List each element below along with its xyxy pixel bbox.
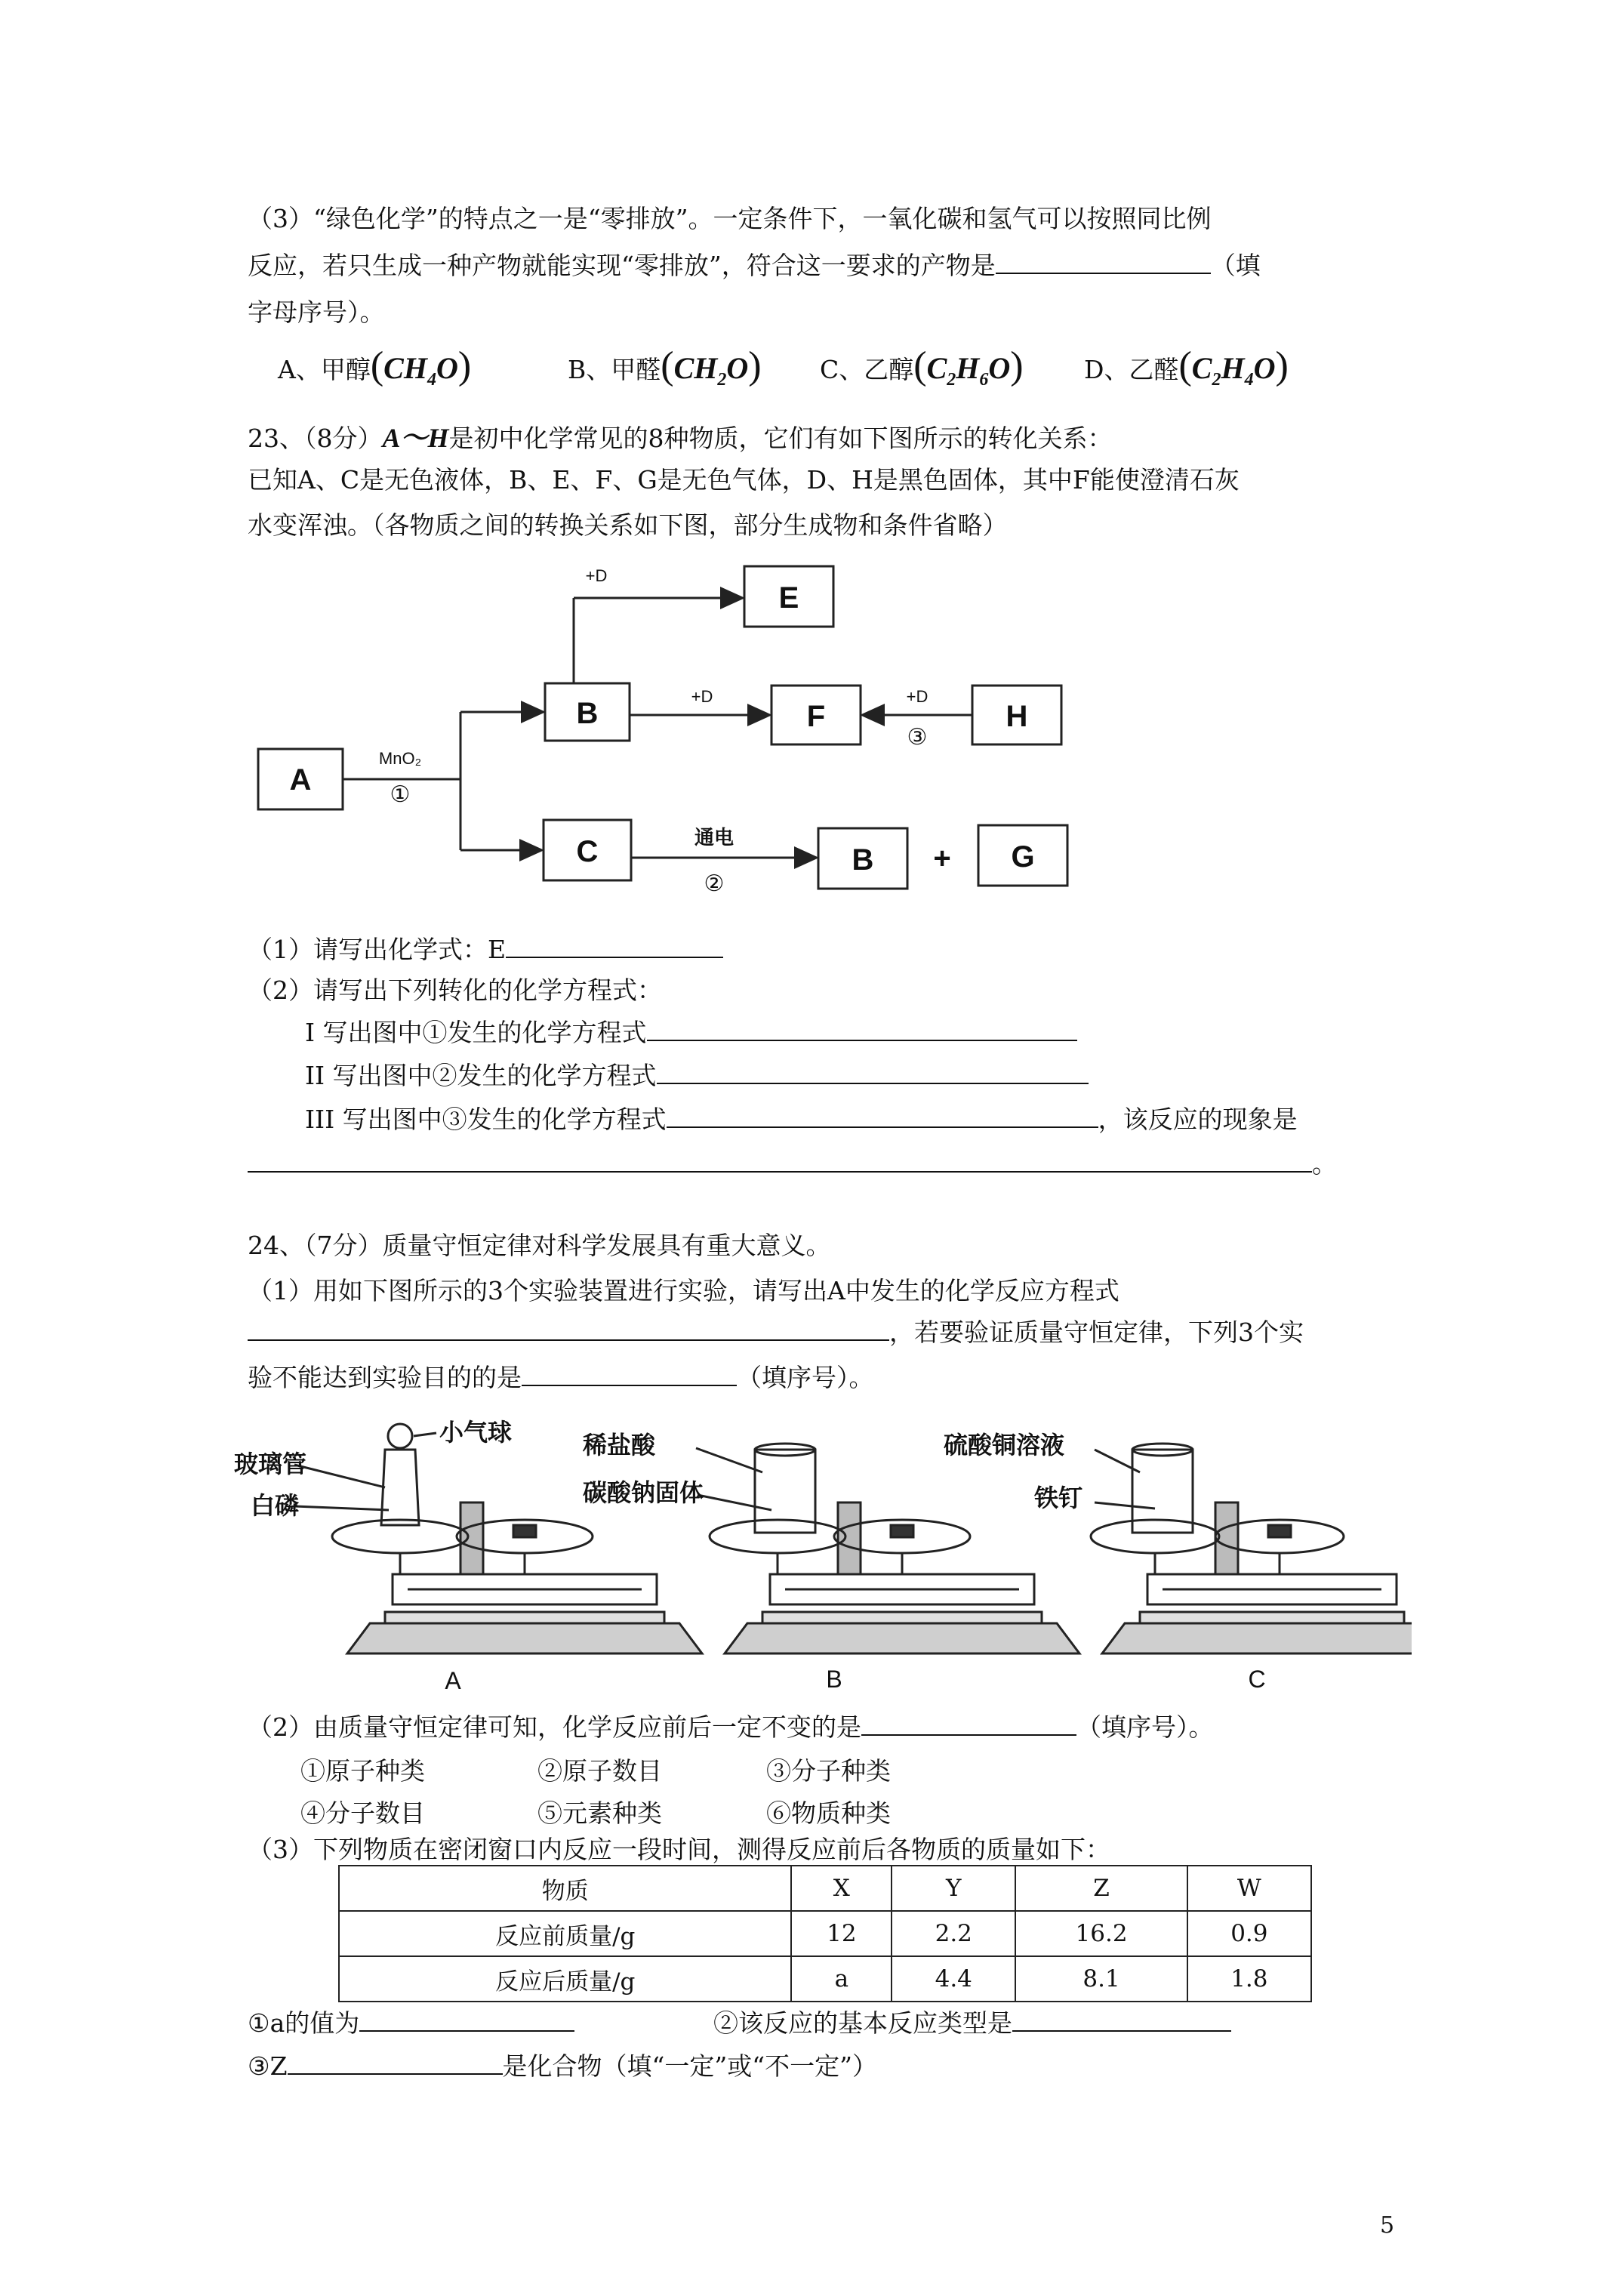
choice-2: ②原子数目 bbox=[537, 1756, 662, 1786]
option-label: D、乙醛 bbox=[1084, 355, 1179, 384]
label-iron-nail: 铁钉 bbox=[1034, 1484, 1083, 1512]
label-plus: + bbox=[933, 842, 951, 875]
answer-blank[interactable] bbox=[248, 1318, 889, 1341]
option-label: A、甲醇 bbox=[278, 355, 371, 384]
q24-sub1-line3-end: （填序号）。 bbox=[737, 1363, 874, 1392]
q22-3-line1: （3）“绿色化学”的特点之一是“零排放”。一定条件下，一氧化碳和氢气可以按照同比例 bbox=[248, 204, 1212, 233]
q24-q-type bbox=[713, 2008, 1231, 2039]
option-label: B、甲醛 bbox=[568, 355, 661, 384]
label-white-phosphorus: 白磷 bbox=[251, 1492, 300, 1519]
q24-q-z-suffix: 是化合物（填“一定”或“不一定”） bbox=[502, 2051, 877, 2081]
option-a bbox=[278, 344, 472, 399]
balance-b bbox=[710, 1444, 1079, 1653]
balance-c bbox=[1091, 1444, 1412, 1653]
q24-sub1-line2-end: ，若要验证质量守恒定律，下列3个实 bbox=[889, 1318, 1304, 1347]
q24-q-a-text: ①a的值为 bbox=[248, 2008, 360, 2038]
q22-3-line2-text: 反应，若只生成一种产物就能实现“零排放”，符合这一要求的产物是 bbox=[248, 251, 996, 280]
choice-6: ⑥物质种类 bbox=[766, 1798, 891, 1828]
table-header-row bbox=[339, 1866, 1311, 1911]
q23-i-text: I 写出图中①发生的化学方程式 bbox=[305, 1018, 647, 1047]
label-g: G bbox=[1011, 840, 1035, 874]
table-header-cell: Y bbox=[892, 1866, 1015, 1911]
label-step1: ① bbox=[390, 782, 411, 807]
q24-header: 24、（7分）质量守恒定律对科学发展具有重大意义。 bbox=[248, 1231, 831, 1260]
q23-sub1-text: （1）请写出化学式：E bbox=[248, 935, 507, 964]
table-header-cell: 物质 bbox=[339, 1866, 791, 1911]
q24-sub3: （3）下列物质在密闭窗口内反应一段时间，测得反应前后各物质的质量如下： bbox=[248, 1835, 1110, 1864]
mass-table bbox=[338, 1865, 1312, 2002]
q23-iii-end: ，该反应的现象是 bbox=[1098, 1105, 1298, 1134]
label-plus-d-e: +D bbox=[585, 566, 608, 585]
label-b: B bbox=[576, 697, 599, 730]
table-cell: 1.8 bbox=[1187, 1956, 1311, 2002]
choice-5: ⑤元素种类 bbox=[537, 1798, 662, 1828]
q23-iii-line2 bbox=[248, 1149, 1337, 1179]
q23-range: A～H bbox=[382, 423, 449, 453]
table-cell: 2.2 bbox=[892, 1911, 1015, 1956]
q23-conversion-diagram bbox=[249, 559, 1110, 914]
label-catalyst: MnO₂ bbox=[378, 749, 422, 768]
answer-blank[interactable] bbox=[657, 1062, 1089, 1084]
q24-sub2 bbox=[248, 1712, 1214, 1743]
label-b2: B bbox=[852, 843, 874, 877]
q23-iii-text: III 写出图中③发生的化学方程式 bbox=[305, 1105, 667, 1134]
q23-ii-text: II 写出图中②发生的化学方程式 bbox=[305, 1061, 657, 1090]
label-e: E bbox=[778, 581, 799, 615]
option-formula: $(CH_4O)$ bbox=[370, 344, 472, 390]
table-row bbox=[339, 1956, 1311, 2002]
answer-blank[interactable] bbox=[647, 1019, 1077, 1041]
option-b bbox=[568, 344, 762, 399]
end-mark: 。 bbox=[1312, 1149, 1337, 1179]
label-h: H bbox=[1006, 700, 1028, 733]
answer-blank[interactable] bbox=[1012, 2009, 1231, 2032]
q24-sub1-line1: （1）用如下图所示的3个实验装置进行实验，请写出A中发生的化学反应方程式 bbox=[248, 1276, 1119, 1305]
page-number: 5 bbox=[1380, 2212, 1395, 2239]
q23-ii bbox=[305, 1061, 1089, 1091]
caption-c: C bbox=[1248, 1666, 1266, 1693]
q24-sub1-line3 bbox=[248, 1363, 874, 1393]
choice-1: ①原子种类 bbox=[300, 1756, 425, 1786]
table-cell: 4.4 bbox=[892, 1956, 1015, 2002]
table-header-cell: X bbox=[791, 1866, 892, 1911]
option-formula: $(CH_2O)$ bbox=[661, 344, 762, 390]
label-copper-sulfate: 硫酸铜溶液 bbox=[944, 1432, 1065, 1459]
option-d bbox=[1084, 344, 1289, 399]
option-c bbox=[820, 344, 1024, 399]
q24-q-type-text: ②该反应的基本反应类型是 bbox=[713, 2008, 1012, 2038]
q23-header bbox=[248, 423, 1113, 454]
label-sodium-carbonate: 碳酸钠固体 bbox=[583, 1479, 704, 1506]
label-c: C bbox=[576, 835, 599, 868]
label-step2: ② bbox=[704, 871, 725, 896]
label-a: A bbox=[289, 763, 312, 797]
table-cell: a bbox=[791, 1956, 892, 2002]
answer-blank[interactable] bbox=[248, 1150, 1312, 1173]
label-dilute-hcl: 稀盐酸 bbox=[583, 1432, 656, 1459]
caption-b: B bbox=[826, 1666, 842, 1693]
q24-q-a bbox=[248, 2008, 574, 2039]
q23-line2: 已知A、C是无色液体，B、E、F、G是无色气体，D、H是黑色固体，其中F能使澄清石灰 bbox=[248, 465, 1240, 495]
table-row bbox=[339, 1911, 1311, 1956]
table-cell: 反应后质量/g bbox=[339, 1956, 791, 2002]
caption-a: A bbox=[445, 1667, 461, 1694]
option-label: C、乙醇 bbox=[820, 355, 914, 384]
table-header-cell: W bbox=[1187, 1866, 1311, 1911]
label-small-balloon: 小气球 bbox=[439, 1419, 513, 1446]
q23-sub1 bbox=[248, 935, 723, 965]
q24-sub2-end: （填序号）。 bbox=[1076, 1712, 1214, 1742]
answer-blank[interactable] bbox=[359, 2009, 574, 2032]
label-plus-d-f: +D bbox=[691, 687, 713, 706]
option-formula: $(C_2H_6O)$ bbox=[913, 344, 1024, 390]
q24-balance-figure bbox=[234, 1419, 1412, 1699]
answer-blank[interactable] bbox=[522, 1364, 737, 1386]
label-f: F bbox=[806, 700, 826, 733]
q24-q-z bbox=[248, 2051, 877, 2082]
q22-3-line2-end: （填 bbox=[1210, 251, 1261, 280]
answer-blank[interactable] bbox=[996, 251, 1211, 274]
table-cell: 8.1 bbox=[1015, 1956, 1187, 2002]
q22-3-line2 bbox=[248, 251, 1261, 281]
q24-q-z-prefix: ③Z bbox=[248, 2051, 288, 2081]
table-header-cell: Z bbox=[1015, 1866, 1187, 1911]
choice-4: ④分子数目 bbox=[300, 1798, 425, 1828]
q23-sub2: （2）请写出下列转化的化学方程式： bbox=[248, 975, 662, 1005]
answer-blank[interactable] bbox=[288, 2052, 503, 2075]
label-plus-d-h: +D bbox=[906, 687, 929, 706]
answer-blank[interactable] bbox=[861, 1713, 1076, 1736]
answer-blank[interactable] bbox=[506, 935, 723, 958]
label-electrolysis: 通电 bbox=[694, 826, 735, 849]
table-cell: 16.2 bbox=[1015, 1911, 1187, 1956]
q23-iii bbox=[305, 1105, 1298, 1135]
q22-3-line3: 字母序号）。 bbox=[248, 297, 385, 327]
q24-sub1-line2 bbox=[248, 1318, 1304, 1348]
q23-i bbox=[305, 1018, 1077, 1048]
option-formula: $(C_2H_4O)$ bbox=[1178, 344, 1289, 390]
table-cell: 反应前质量/g bbox=[339, 1911, 791, 1956]
label-glass-tube: 玻璃管 bbox=[234, 1450, 307, 1478]
q24-sub1-line3-text: 验不能达到实验目的的是 bbox=[248, 1363, 522, 1392]
table-cell: 12 bbox=[791, 1911, 892, 1956]
q23-header-text: 是初中化学常见的8种物质，它们有如下图所示的转化关系： bbox=[448, 424, 1113, 453]
q23-number: 23、（8分） bbox=[248, 424, 383, 453]
label-step3: ③ bbox=[907, 725, 928, 750]
q23-line3: 水变浑浊。（各物质之间的转换关系如下图，部分生成物和条件省略） bbox=[248, 510, 1008, 540]
q24-sub2-text: （2）由质量守恒定律可知，化学反应前后一定不变的是 bbox=[248, 1712, 861, 1742]
table-cell: 0.9 bbox=[1187, 1911, 1311, 1956]
answer-blank[interactable] bbox=[667, 1105, 1098, 1128]
choice-3: ③分子种类 bbox=[766, 1756, 891, 1786]
